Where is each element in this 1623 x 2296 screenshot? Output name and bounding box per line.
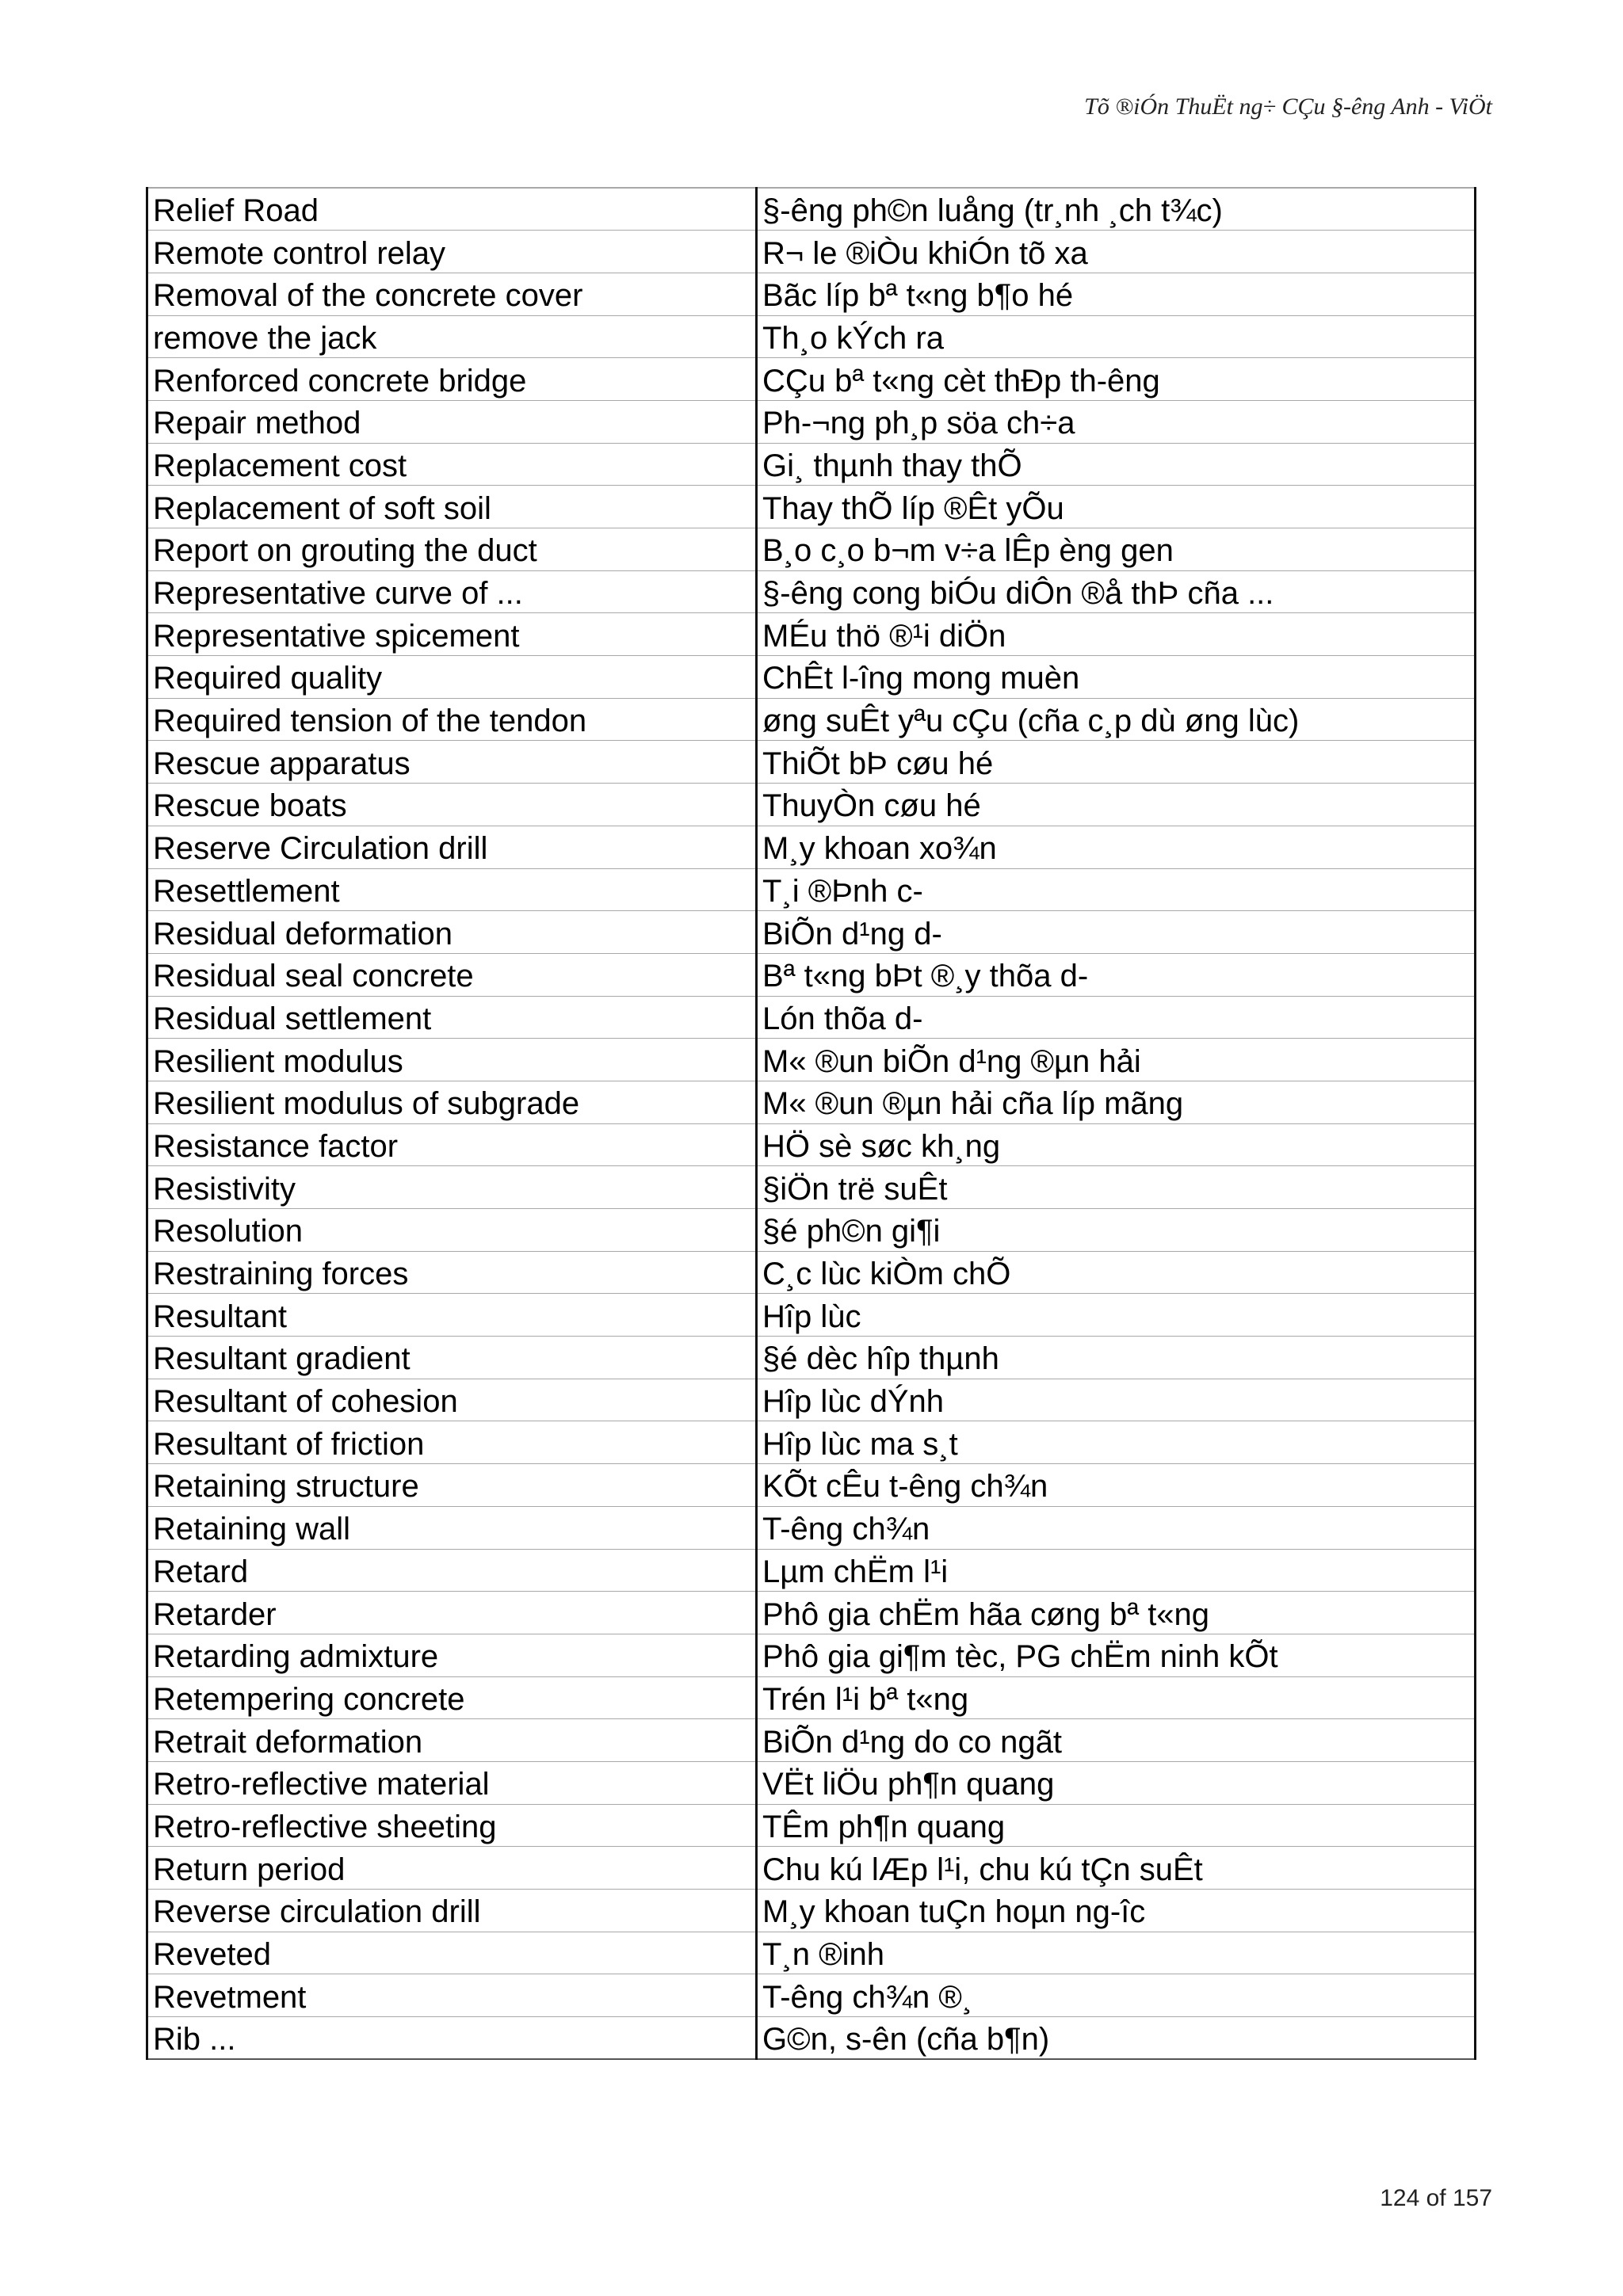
vietnamese-term: T¸n ®inh [757,1932,1476,1974]
vietnamese-term: Th¸o kÝch ra [757,315,1476,358]
english-term: Representative curve of ... [147,570,757,613]
vietnamese-term: MÉu thö ®¹i diÖn [757,613,1476,656]
vietnamese-term: M¸y khoan tuÇn hoµn ng-îc [757,1890,1476,1932]
vietnamese-term: M« ®un ®µn hải cña líp mãng [757,1081,1476,1123]
table-row [147,1932,1476,1974]
table-row [147,1506,1476,1549]
vietnamese-term: §é ph©n gi¶i [757,1209,1476,1252]
table-row [147,273,1476,315]
table-row [147,400,1476,443]
vietnamese-term: Hîp lùc ma s¸t [757,1421,1476,1464]
table-row [147,868,1476,911]
document-header-title: Tõ ®iÓn ThuËt ng÷ CÇu §-êng Anh - ViÖt [1084,93,1492,120]
english-term: Resettlement [147,868,757,911]
english-term: Resistance factor [147,1123,757,1166]
english-term: Replacement cost [147,443,757,486]
vietnamese-term: T-êng ch¾n [757,1506,1476,1549]
table-row [147,996,1476,1039]
table-row [147,1464,1476,1507]
table-row [147,1209,1476,1252]
english-term: Retarder [147,1592,757,1634]
vietnamese-term: §-êng ph©n luång (tr¸nh ¸ch t¾c) [757,188,1476,231]
vietnamese-term: Phô gia chËm hãa cøng bª t«ng [757,1592,1476,1634]
table-row [147,1166,1476,1209]
table-row [147,826,1476,868]
table-row [147,1761,1476,1804]
english-term: Reverse circulation drill [147,1890,757,1932]
vietnamese-term: §iÖn trë suÊt [757,1166,1476,1209]
english-term: Restraining forces [147,1251,757,1294]
vietnamese-term: ThuyÒn cøu hé [757,784,1476,826]
table-row [147,2017,1476,2060]
english-term: Repair method [147,400,757,443]
vietnamese-term: §-êng cong biÓu diÔn ®å thÞ cña ... [757,570,1476,613]
vietnamese-term: øng suÊt yªu cÇu (cña c¸p dù øng lùc) [757,698,1476,741]
table-row [147,911,1476,954]
english-term: Retro-reflective material [147,1761,757,1804]
english-term: Resolution [147,1209,757,1252]
table-row [147,1123,1476,1166]
english-term: Residual seal concrete [147,953,757,996]
vietnamese-term: HÖ sè søc kh¸ng [757,1123,1476,1166]
table-row [147,613,1476,656]
table-row [147,1890,1476,1932]
english-term: Return period [147,1847,757,1890]
table-row [147,570,1476,613]
vietnamese-term: Thay thÕ líp ®Êt yÕu [757,486,1476,528]
table-row [147,1719,1476,1762]
english-term: Retaining wall [147,1506,757,1549]
english-term: Relief Road [147,188,757,231]
english-term: Residual deformation [147,911,757,954]
vietnamese-term: Ph-¬ng ph¸p söa ch÷a [757,400,1476,443]
vietnamese-term: T-êng ch¾n ®¸ [757,1974,1476,2017]
english-term: Required tension of the tendon [147,698,757,741]
english-term: Retrait deformation [147,1719,757,1762]
table-row [147,1251,1476,1294]
table-row [147,656,1476,699]
english-term: Resistivity [147,1166,757,1209]
english-term: Retempering concrete [147,1676,757,1719]
english-term: Representative spicement [147,613,757,656]
table-row [147,1379,1476,1421]
vietnamese-term: KÕt cÊu t-êng ch¾n [757,1464,1476,1507]
english-term: Rescue boats [147,784,757,826]
table-row [147,1676,1476,1719]
table-row [147,1081,1476,1123]
english-term: Resultant gradient [147,1337,757,1379]
table-row [147,1804,1476,1847]
english-term: Retro-reflective sheeting [147,1804,757,1847]
vietnamese-term: R¬ le ®iÒu khiÓn tõ xa [757,231,1476,273]
page-number: 124 of 157 [1380,2185,1492,2211]
vietnamese-term: §é dèc hîp thµnh [757,1337,1476,1379]
table-row [147,1337,1476,1379]
table-row [147,1847,1476,1890]
table-row [147,1592,1476,1634]
vietnamese-term: Gi¸ thµnh thay thÕ [757,443,1476,486]
english-term: Rescue apparatus [147,741,757,784]
table-row [147,1974,1476,2017]
glossary-table-body [147,188,1476,2059]
english-term: Renforced concrete bridge [147,358,757,401]
vietnamese-term: M« ®un biÕn d¹ng ®µn hải [757,1039,1476,1081]
vietnamese-term: VËt liÖu ph¶n quang [757,1761,1476,1804]
english-term: Resilient modulus [147,1039,757,1081]
english-term: Resultant of friction [147,1421,757,1464]
vietnamese-term: Chu kú lÆp l¹i, chu kú tÇn suÊt [757,1847,1476,1890]
table-row [147,698,1476,741]
english-term: Residual settlement [147,996,757,1039]
english-term: Replacement of soft soil [147,486,757,528]
table-row [147,1549,1476,1592]
vietnamese-term: Bãc líp bª t«ng b¶o hé [757,273,1476,315]
table-row [147,443,1476,486]
vietnamese-term: Trén l¹i bª t«ng [757,1676,1476,1719]
table-row [147,1039,1476,1081]
vietnamese-term: Phô gia gi¶m tèc, PG chËm ninh kÕt [757,1634,1476,1676]
table-row [147,188,1476,231]
english-term: Remote control relay [147,231,757,273]
table-row [147,1421,1476,1464]
vietnamese-term: Hîp lùc [757,1294,1476,1337]
table-row [147,741,1476,784]
vietnamese-term: Hîp lùc dÝnh [757,1379,1476,1421]
table-row [147,1634,1476,1676]
vietnamese-term: BiÕn d¹ng do co ngãt [757,1719,1476,1762]
vietnamese-term: C¸c lùc kiÒm chÕ [757,1251,1476,1294]
vietnamese-term: TÊm ph¶n quang [757,1804,1476,1847]
table-row [147,1294,1476,1337]
vietnamese-term: Lµm chËm l¹i [757,1549,1476,1592]
english-term: Retard [147,1549,757,1592]
vietnamese-term: Bª t«ng bÞt ®¸y thõa d- [757,953,1476,996]
english-term: Report on grouting the duct [147,528,757,571]
vietnamese-term: G©n, s-ên (cña b¶n) [757,2017,1476,2060]
table-row [147,231,1476,273]
glossary-table [146,187,1476,2060]
english-term: Resultant of cohesion [147,1379,757,1421]
vietnamese-term: ThiÕt bÞ cøu hé [757,741,1476,784]
english-term: Reveted [147,1932,757,1974]
english-term: Retarding admixture [147,1634,757,1676]
table-row [147,358,1476,401]
vietnamese-term: M¸y khoan xo¾n [757,826,1476,868]
vietnamese-term: CÇu bª t«ng cèt thÐp th-êng [757,358,1476,401]
table-row [147,784,1476,826]
english-term: Reserve Circulation drill [147,826,757,868]
english-term: Retaining structure [147,1464,757,1507]
english-term: remove the jack [147,315,757,358]
table-row [147,953,1476,996]
vietnamese-term: ChÊt l-îng mong muèn [757,656,1476,699]
english-term: Required quality [147,656,757,699]
english-term: Resultant [147,1294,757,1337]
english-term: Rib ... [147,2017,757,2060]
vietnamese-term: BiÕn d¹ng d- [757,911,1476,954]
english-term: Revetment [147,1974,757,2017]
english-term: Removal of the concrete cover [147,273,757,315]
table-row [147,528,1476,571]
vietnamese-term: T¸i ®Þnh c- [757,868,1476,911]
english-term: Resilient modulus of subgrade [147,1081,757,1123]
table-row [147,486,1476,528]
table-row [147,315,1476,358]
vietnamese-term: B¸o c¸o b¬m v÷a lÊp èng gen [757,528,1476,571]
vietnamese-term: Lón thõa d- [757,996,1476,1039]
